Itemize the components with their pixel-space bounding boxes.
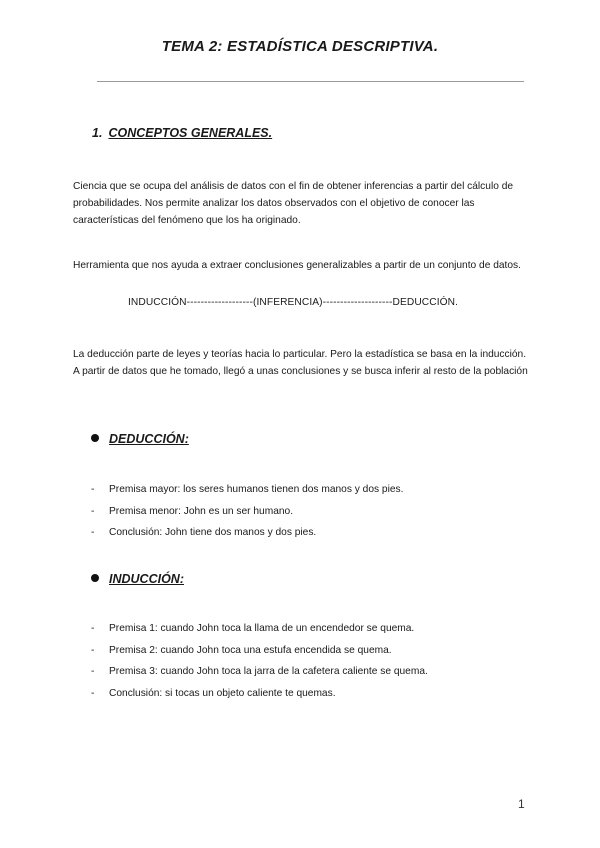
dash-marker: - (91, 644, 95, 656)
paragraph-definition: Ciencia que se ocupa del análisis de datos con el fin de obtener inferencias a partir del cálculo de probabilidades. Nos permite analizar los datos observados con el objetivo de conocer las características del fenómeno que los ha originado. (73, 181, 514, 226)
dash-marker: - (91, 484, 95, 495)
list-item-text: Conclusión: si tocas un objeto caliente te quemas. (109, 687, 336, 699)
section-number: 1. (92, 126, 103, 140)
deduccion-heading-text: DEDUCCIÓN: (109, 432, 189, 446)
list-item (91, 503, 403, 525)
flow-line: INDUCCIÓN-------------------(INFERENCIA)--------------------DEDUCCIÓN. (128, 297, 459, 308)
bullet-icon (91, 434, 99, 442)
list-item (91, 663, 428, 685)
deduccion-list (91, 481, 403, 546)
induccion-heading (91, 572, 184, 586)
list-item-text: Premisa mayor: los seres humanos tienen dos manos y dos pies. (109, 484, 404, 495)
page-number: 1 (518, 797, 525, 811)
list-item-text: Premisa 1: cuando John toca la llama de un encendedor se quema. (109, 623, 415, 634)
page-title: TEMA 2: ESTADÍSTICA DESCRIPTIVA. (161, 38, 439, 55)
dash-marker: - (91, 623, 95, 634)
list-item (91, 685, 428, 707)
dash-marker: - (91, 687, 95, 699)
title-divider (97, 81, 524, 82)
section-heading (92, 126, 272, 140)
section-title: CONCEPTOS GENERALES. (108, 126, 273, 140)
induccion-heading-text: INDUCCIÓN: (109, 572, 184, 586)
list-item (91, 481, 403, 503)
list-item-text: Premisa 2: cuando John toca una estufa encendida se quema. (109, 644, 392, 656)
list-item (91, 642, 428, 664)
dash-marker: - (91, 505, 95, 517)
list-item-text: Conclusión: John tiene dos manos y dos pies. (109, 527, 317, 538)
list-item-text: Premisa menor: John es un ser humano. (109, 505, 294, 517)
list-item-text: Premisa 3: cuando John toca la jarra de la cafetera caliente se quema. (109, 666, 428, 677)
paragraph-deduction: La deducción parte de leyes y teorías hacia lo particular. Pero la estadística se basa en la inducción. A partir de datos que he tomado, llegó a unas conclusiones y se busca inferir al resto de la población (73, 349, 528, 377)
dash-marker: - (91, 666, 95, 677)
list-item (91, 524, 403, 546)
bullet-icon (91, 574, 99, 582)
induccion-list (91, 620, 428, 706)
deduccion-heading (91, 432, 189, 446)
list-item (91, 620, 428, 642)
paragraph-tool: Herramienta que nos ayuda a extraer conclusiones generalizables a partir de un conjunto de datos. (73, 260, 521, 271)
dash-marker: - (91, 527, 95, 538)
